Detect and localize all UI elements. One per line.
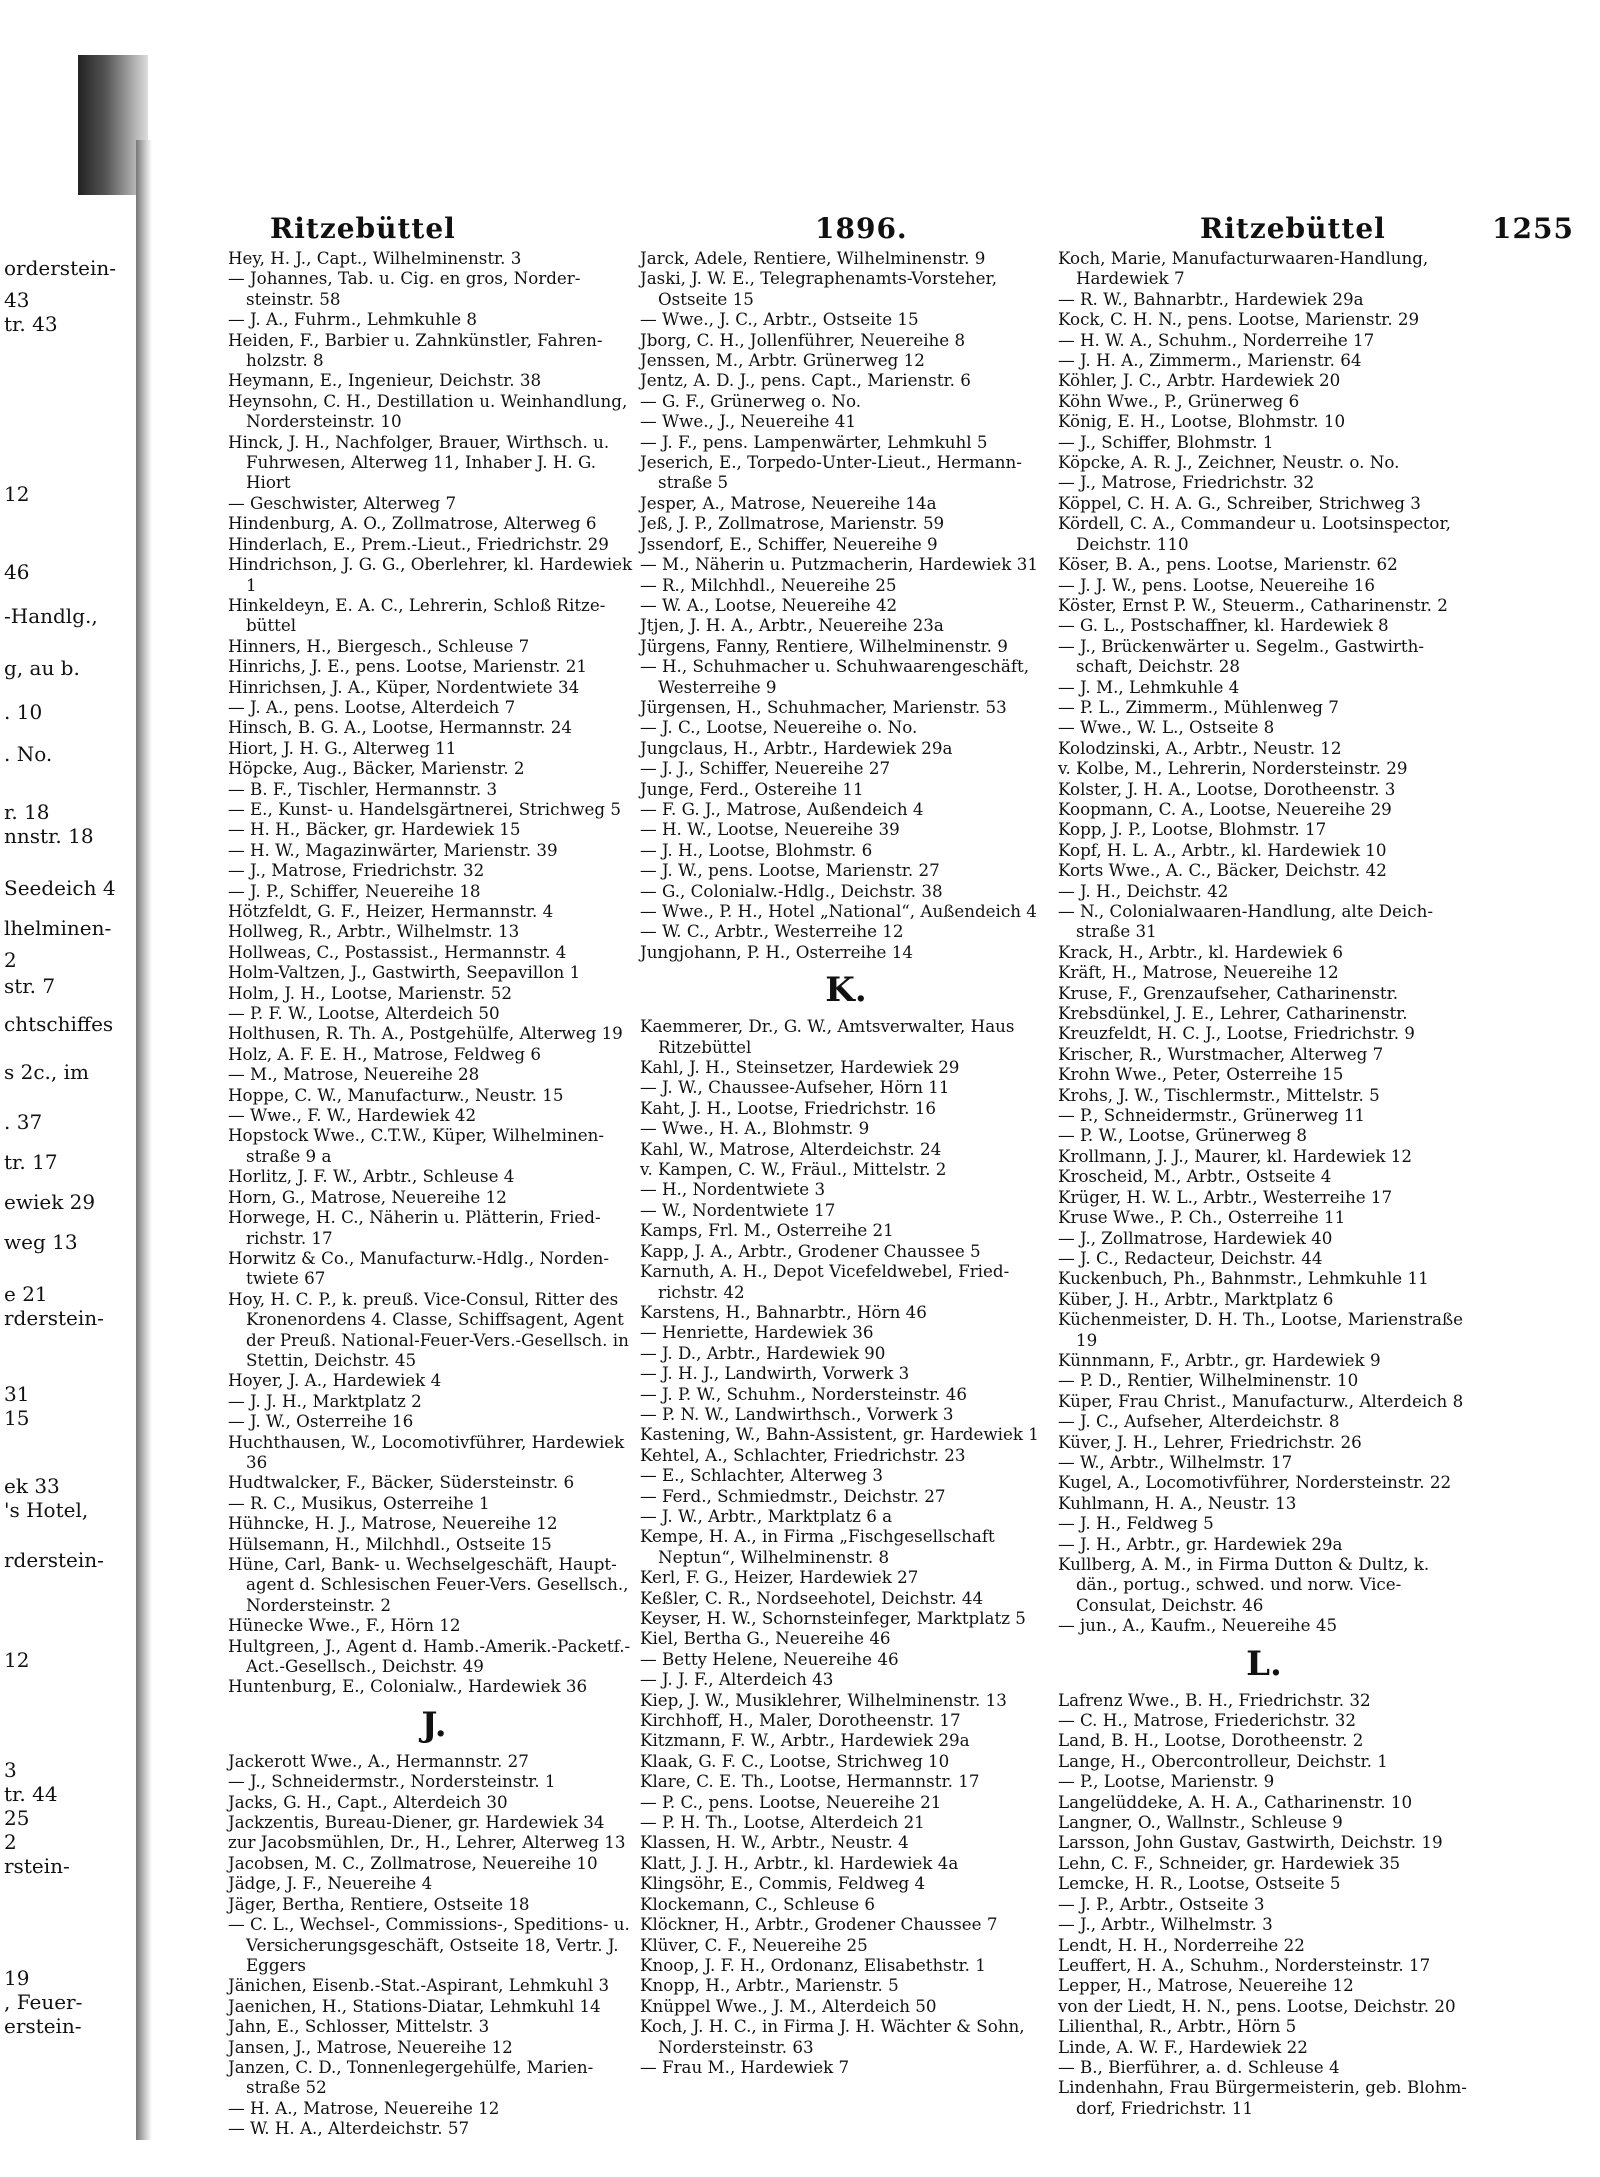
previous-page-fragment [0, 55, 140, 2155]
directory-entry: Langelüddeke, A. H. A., Catharinenstr. 10 [1058, 1791, 1413, 1812]
directory-entry: Klöckner, H., Arbtr., Grodener Chaussee 7 [640, 1914, 998, 1935]
directory-entry: Hühncke, H. J., Matrose, Neuereihe 12 [228, 1513, 558, 1534]
directory-entry: Krollmann, J. J., Maurer, kl. Hardewiek 12 [1058, 1145, 1412, 1166]
directory-entry: Kroscheid, M., Arbtr., Ostseite 4 [1058, 1166, 1332, 1187]
directory-entry: Küper, Frau Christ., Manufacturw., Alterdeich 8 [1058, 1390, 1464, 1411]
directory-entry: Karstens, H., Bahnarbtr., Hörn 46 [640, 1301, 927, 1322]
directory-entry: Lange, H., Obercontrolleur, Deichstr. 1 [1058, 1750, 1388, 1771]
directory-entry: Kopp, J. P., Lootse, Blohmstr. 17 [1058, 819, 1327, 840]
directory-entry: Krack, H., Arbtr., kl. Hardewiek 6 [1058, 941, 1344, 962]
directory-entry: — B., Bierführer, a. d. Schleuse 4 [1058, 2056, 1340, 2077]
directory-entry: Köhn Wwe., P., Grünerweg 6 [1058, 390, 1300, 411]
directory-entry: Koch, J. H. C., in Firma J. H. Wächter & Sohn, Nordersteinstr. 63 [640, 2016, 1030, 2057]
directory-entry: Lafrenz Wwe., B. H., Friedrichstr. 32 [1058, 1689, 1371, 1710]
directory-entry: Köpcke, A. R. J., Zeichner, Neustr. o. No. [1058, 452, 1400, 473]
directory-entry: Krebsdünkel, J. E., Lehrer, Catharinenstr. [1058, 1003, 1408, 1024]
directory-entry: — J. J., Schiffer, Neuereihe 27 [640, 758, 891, 779]
directory-entry: Keyser, H. W., Schornsteinfeger, Marktplatz 5 [640, 1608, 1026, 1628]
directory-entry: — J., Zollmatrose, Hardewiek 40 [1058, 1227, 1333, 1248]
previous-page-text: 12 [4, 482, 30, 506]
header-year: 1896. [815, 212, 908, 245]
directory-entry: — R. W., Bahnarbtr., Hardewiek 29a [1058, 288, 1364, 309]
directory-entry: Horn, G., Matrose, Neuereihe 12 [228, 1186, 507, 1207]
section-letter: L. [1246, 1643, 1282, 1684]
directory-entry: Jenssen, M., Arbtr. Grünerweg 12 [640, 350, 925, 371]
directory-entry: Küber, J. H., Arbtr., Marktplatz 6 [1058, 1288, 1334, 1309]
directory-entry: — R., Milchhdl., Neuereihe 25 [640, 574, 897, 595]
directory-entry: — H. W. A., Schuhm., Norderreihe 17 [1058, 329, 1375, 350]
directory-entry: — J. F., pens. Lampenwärter, Lehmkuhl 5 [640, 431, 988, 452]
previous-page-text: weg 13 [4, 1230, 78, 1254]
directory-entry: Köster, Ernst P. W., Steuerm., Catharinenstr. 2 [1058, 594, 1448, 615]
directory-entry: Kolodzinski, A., Arbtr., Neustr. 12 [1058, 737, 1342, 758]
directory-entry: Hünecke Wwe., F., Hörn 12 [228, 1615, 461, 1636]
previous-page-text: str. 7 [4, 974, 56, 998]
directory-entry: — J., Matrose, Friedrichstr. 32 [1058, 472, 1315, 493]
directory-entry: Jürgens, Fanny, Rentiere, Wilhelminenstr. 9 [640, 635, 1008, 656]
previous-page-text: 's Hotel, [4, 1498, 89, 1522]
directory-entry: Lepper, H., Matrose, Neuereihe 12 [1058, 1975, 1354, 1996]
directory-entry: Krohn Wwe., Peter, Osterreihe 15 [1058, 1064, 1344, 1085]
directory-entry: Kerl, F. G., Heizer, Hardewiek 27 [640, 1567, 919, 1588]
directory-entry: Heiden, F., Barbier u. Zahnkünstler, Fahrenholzstr. 8 [228, 329, 603, 371]
previous-page-text: tr. 17 [4, 1150, 58, 1174]
directory-entry: Holthusen, R. Th. A., Postgehülfe, Alterweg 19 [228, 1023, 623, 1044]
directory-entry: — J. C., Aufseher, Alterdeichstr. 8 [1058, 1411, 1340, 1432]
directory-entry: Krüger, H. W. L., Arbtr., Westerreihe 17 [1058, 1186, 1393, 1207]
directory-entry: Klingsöhr, E., Commis, Feldweg 4 [640, 1873, 926, 1894]
previous-page-text: 31 [4, 1382, 30, 1406]
directory-entry: Jäger, Bertha, Rentiere, Ostseite 18 [228, 1893, 530, 1914]
directory-entry: Hollweas, C., Postassist., Hermannstr. 4 [228, 941, 567, 962]
previous-page-text: 3 [4, 1758, 17, 1782]
previous-page-text: rderstein- [4, 1306, 104, 1330]
directory-entry: Knüppel Wwe., J. M., Alterdeich 50 [640, 1995, 937, 2016]
directory-entry: Jädge, J. F., Neuereihe 4 [228, 1873, 433, 1894]
directory-entry: — J. D., Arbtr., Hardewiek 90 [640, 1342, 886, 1363]
previous-page-text: 2 [4, 948, 17, 972]
previous-page-text: 46 [4, 560, 30, 584]
directory-entry: Hinderlach, E., Prem.-Lieut., Friedrichstr. 29 [228, 533, 609, 554]
directory-entry: Jacobsen, M. C., Zollmatrose, Neuereihe 10 [228, 1852, 598, 1873]
directory-entry: v. Kolbe, M., Lehrerin, Nordersteinstr. 29 [1058, 758, 1408, 779]
directory-entry: Heynsohn, C. H., Destillation u. Weinhandlung, Nordersteinstr. 10 [228, 390, 633, 432]
directory-entry: Klassen, H. W., Arbtr., Neustr. 4 [640, 1832, 909, 1853]
directory-entry: Klüver, C. F., Neuereihe 25 [640, 1934, 868, 1955]
directory-entry: Janzen, C. D., Tonnenlegergehülfe, Marienstraße 52 [228, 2056, 594, 2098]
directory-entry: Kiel, Bertha G., Neuereihe 46 [640, 1628, 891, 1649]
previous-page-text: r. 18 [4, 800, 50, 824]
directory-entry: — J., Matrose, Friedrichstr. 32 [228, 860, 485, 881]
directory-entry: — P. D., Rentier, Wilhelminenstr. 10 [1058, 1370, 1359, 1391]
directory-entry: Horwitz & Co., Manufacturw.-Hdlg., Nordentwiete 67 [228, 1247, 610, 1289]
directory-entry: — Frau M., Hardewiek 7 [640, 2056, 850, 2077]
directory-entry: Hollweg, R., Arbtr., Wilhelmstr. 13 [228, 921, 520, 942]
directory-entry: — P., Schneidermstr., Grünerweg 11 [1058, 1105, 1365, 1126]
directory-entry: zur Jacobsmühlen, Dr., H., Lehrer, Alterweg 13 [228, 1832, 626, 1853]
directory-entry: Jansen, J., Matrose, Neuereihe 12 [228, 2036, 513, 2057]
directory-entry: Holm-Valtzen, J., Gastwirth, Seepavillon 1 [228, 962, 581, 983]
directory-entry: Korts Wwe., A. C., Bäcker, Deichstr. 42 [1058, 860, 1387, 881]
directory-entry: Köhler, J. C., Arbtr. Hardewiek 20 [1058, 370, 1341, 391]
directory-entry: Hopstock Wwe., C.T.W., Küper, Wilhelminenstraße 9 a [228, 1125, 605, 1166]
previous-page-text: . 10 [4, 700, 43, 724]
page-number: 1255 [1492, 212, 1574, 245]
directory-entry: — P., Lootse, Marienstr. 9 [1058, 1771, 1275, 1792]
directory-entry: — W. C., Arbtr., Westerreihe 12 [640, 921, 904, 942]
directory-entry: Kopf, H. L. A., Arbtr., kl. Hardewiek 10 [1058, 839, 1387, 860]
directory-entry: — J. M., Lehmkuhle 4 [1058, 676, 1240, 697]
directory-entry: Larsson, John Gustav, Gastwirth, Deichstr. 19 [1058, 1832, 1443, 1853]
directory-entry: Hoyer, J. A., Hardewiek 4 [228, 1370, 442, 1391]
directory-entry: Kullberg, A. M., in Firma Dutton & Dultz, k. dän., portug., schwed. und norw. Vice-Consulat, Deichstr. 46 [1058, 1554, 1435, 1615]
directory-entry: Hindrichson, J. G. G., Oberlehrer, kl. Hardewiek 1 [228, 554, 638, 595]
directory-entry: Jackzentis, Bureau-Diener, gr. Hardewiek 34 [228, 1812, 605, 1833]
directory-entry: — P. C., pens. Lootse, Neuereihe 21 [640, 1791, 942, 1812]
directory-entry: Jentz, A. D. J., pens. Capt., Marienstr. 6 [640, 370, 971, 391]
directory-entry: — P. N. W., Landwirthsch., Vorwerk 3 [640, 1403, 954, 1424]
directory-entry: Kastening, W., Bahn-Assistent, gr. Hardewiek 1 [640, 1424, 1039, 1445]
previous-page-text: e 21 [4, 1282, 48, 1306]
previous-page-text: chtschiffes [4, 1012, 114, 1036]
directory-entry: Klaak, G. F. C., Lootse, Strichweg 10 [640, 1750, 950, 1771]
directory-entry: Jssendorf, E., Schiffer, Neuereihe 9 [640, 533, 938, 554]
directory-column-3 [1058, 248, 1470, 2118]
directory-column-1 [228, 248, 640, 2139]
directory-entry: Hoppe, C. W., Manufacturw., Neustr. 15 [228, 1084, 564, 1105]
directory-entry: — Johannes, Tab. u. Cig. en gros, Nordersteinstr. 58 [228, 268, 581, 309]
page-header [230, 212, 1574, 248]
directory-entry: Horlitz, J. F. W., Arbtr., Schleuse 4 [228, 1166, 515, 1187]
directory-entry: — J. W., pens. Lootse, Marienstr. 27 [640, 860, 940, 881]
directory-entry: — J. W., Osterreihe 16 [228, 1411, 414, 1432]
directory-entry: Küchenmeister, D. H. Th., Lootse, Marienstraße 19 [1058, 1309, 1469, 1350]
directory-entry: — C. H., Matrose, Friederichstr. 32 [1058, 1710, 1357, 1731]
directory-entry: Hinkeldeyn, E. A. C., Lehrerin, Schloß Ritzebüttel [228, 594, 606, 636]
directory-entry: — G. L., Postschaffner, kl. Hardewiek 8 [1058, 615, 1389, 636]
directory-entry: — Wwe., P. H., Hotel „National“, Außendeich 4 [640, 901, 1037, 921]
directory-entry: Kock, C. H. N., pens. Lootse, Marienstr. 29 [1058, 309, 1420, 330]
directory-entry: König, E. H., Lootse, Blohmstr. 10 [1058, 411, 1346, 432]
previous-page-text: . 37 [4, 1110, 43, 1134]
directory-entry: Kaemmerer, Dr., G. W., Amtsverwalter, Haus Ritzebüttel [640, 1016, 1020, 1057]
directory-entry: — Wwe., H. A., Blohmstr. 9 [640, 1118, 870, 1139]
directory-entry: Keßler, C. R., Nordseehotel, Deichstr. 44 [640, 1587, 984, 1608]
directory-entry: Kördell, C. A., Commandeur u. Lootsinspector, Deichstr. 110 [1058, 513, 1457, 554]
directory-entry: Hoy, H. C. P., k. preuß. Vice-Consul, Ritter des Kronenordens 4. Classe, Schiffsagent, Agent der Preuß. National-Feuer-Vers.-Gesellsch. in Stettin, Deichstr. 45 [228, 1288, 635, 1370]
directory-entry: — J. H., Lootse, Blohmstr. 6 [640, 839, 873, 860]
directory-entry: — M., Näherin u. Putzmacherin, Hardewiek 31 [640, 554, 1038, 575]
directory-entry: — M., Matrose, Neuereihe 28 [228, 1064, 480, 1085]
previous-page-text: rstein- [4, 1854, 70, 1878]
directory-entry: Kruse, F., Grenzaufseher, Catharinenstr. [1058, 982, 1399, 1003]
directory-entry: Kaht, J. H., Lootse, Friedrichstr. 16 [640, 1097, 936, 1118]
directory-entry: Kempe, H. A., in Firma „Fischgesellschaft Neptun“, Wilhelminenstr. 8 [640, 1526, 1001, 1567]
directory-entry: Jackerott Wwe., A., Hermannstr. 27 [228, 1750, 529, 1771]
directory-entry: — W. H. A., Alterdeichstr. 57 [228, 2118, 470, 2139]
directory-entry: Jürgensen, H., Schuhmacher, Marienstr. 53 [640, 696, 1007, 717]
directory-entry: — J. J. H., Marktplatz 2 [228, 1390, 422, 1411]
directory-entry: Lilienthal, R., Arbtr., Hörn 5 [1058, 2016, 1297, 2037]
directory-entry: — Ferd., Schmiedmstr., Deichstr. 27 [640, 1485, 946, 1506]
directory-entry: — J. H., Feldweg 5 [1058, 1513, 1214, 1534]
previous-page-text: 25 [4, 1806, 30, 1830]
directory-entry: Langner, O., Wallnstr., Schleuse 9 [1058, 1812, 1343, 1833]
directory-entry: Jahn, E., Schlosser, Mittelstr. 3 [228, 2016, 490, 2037]
directory-entry: — J., Schiffer, Blohmstr. 1 [1058, 431, 1274, 452]
directory-entry: Knopp, H., Arbtr., Marienstr. 5 [640, 1975, 899, 1996]
directory-entry: Knoop, J. F. H., Ordonanz, Elisabethstr. 1 [640, 1954, 986, 1975]
directory-entry: — W., Arbtr., Wilhelmstr. 17 [1058, 1451, 1293, 1472]
directory-entry: Koopmann, C. A., Lootse, Neuereihe 29 [1058, 798, 1392, 819]
directory-entry: Kräft, H., Matrose, Neuereihe 12 [1058, 962, 1339, 983]
directory-entry: Kamps, Frl. M., Osterreihe 21 [640, 1220, 894, 1241]
directory-entry: Klockemann, C., Schleuse 6 [640, 1893, 875, 1914]
directory-entry: Künnmann, F., Arbtr., gr. Hardewiek 9 [1058, 1349, 1381, 1370]
directory-entry: Kiep, J. W., Musiklehrer, Wilhelminenstr. 13 [640, 1689, 1007, 1710]
directory-entry: Jesper, A., Matrose, Neuereihe 14a [640, 492, 937, 513]
directory-entry: Kuckenbuch, Ph., Bahnmstr., Lehmkuhle 11 [1058, 1268, 1429, 1289]
directory-entry: Koch, Marie, Manufacturwaaren-Handlung, Hardewiek 7 [1058, 248, 1434, 289]
directory-entry: — H. W., Lootse, Neuereihe 39 [640, 819, 900, 840]
directory-entry: v. Kampen, C. W., Fräul., Mittelstr. 2 [640, 1159, 947, 1180]
directory-entry: Küver, J. H., Lehrer, Friedrichstr. 26 [1058, 1431, 1362, 1452]
directory-entry: — J. C., Lootse, Neuereihe o. No. [640, 717, 918, 738]
directory-entry: — H. H., Bäcker, gr. Hardewiek 15 [228, 819, 521, 840]
previous-page-text: erstein- [4, 2014, 82, 2038]
directory-entry: Hiort, J. H. G., Alterweg 11 [228, 737, 457, 758]
directory-entry: — H., Schuhmacher u. Schuhwaarengeschäft, Westerreihe 9 [640, 656, 1035, 697]
directory-entry: Lehn, C. F., Schneider, gr. Hardewiek 35 [1058, 1852, 1401, 1873]
directory-entry: — N., Colonialwaaren-Handlung, alte Deichstraße 31 [1058, 901, 1433, 942]
directory-entry: — P. H. Th., Lootse, Alterdeich 21 [640, 1812, 925, 1833]
directory-entry: — B. F., Tischler, Hermannstr. 3 [228, 778, 498, 799]
directory-entry: Karnuth, A. H., Depot Vicefeldwebel, Friedrichstr. 42 [640, 1261, 1010, 1302]
directory-entry: — Henriette, Hardewiek 36 [640, 1322, 874, 1343]
directory-entry: Jaski, J. W. E., Telegraphenamts-Vorsteher, Ostseite 15 [640, 268, 1003, 309]
directory-entry: Kitzmann, F. W., Arbtr., Hardewiek 29a [640, 1730, 970, 1751]
directory-entry: — H. A., Matrose, Neuereihe 12 [228, 2097, 500, 2118]
directory-entry: Jarck, Adele, Rentiere, Wilhelminenstr. 9 [640, 248, 986, 268]
directory-entry: Kolster, J. H. A., Lootse, Dorotheenstr. 3 [1058, 778, 1396, 799]
directory-entry: — Wwe., J. C., Arbtr., Ostseite 15 [640, 309, 919, 330]
directory-entry: Kahl, J. H., Steinsetzer, Hardewiek 29 [640, 1057, 960, 1078]
directory-entry: — J. H. J., Landwirth, Vorwerk 3 [640, 1363, 910, 1384]
section-letter: J. [421, 1704, 447, 1745]
directory-entry: — E., Schlachter, Alterweg 3 [640, 1465, 884, 1486]
directory-entry: Krischer, R., Wurstmacher, Alterweg 7 [1058, 1043, 1384, 1064]
directory-entry: Lindenhahn, Frau Bürgermeisterin, geb. Blohmdorf, Friedrichstr. 11 [1058, 2077, 1467, 2118]
directory-entry: Krohs, J. W., Tischlermstr., Mittelstr. 5 [1058, 1084, 1380, 1105]
directory-entry: Hinrichs, J. E., pens. Lootse, Marienstr. 21 [228, 656, 587, 677]
directory-entry: Hey, H. J., Capt., Wilhelminenstr. 3 [228, 248, 522, 268]
directory-entry: — J. P., Schiffer, Neuereihe 18 [228, 880, 481, 901]
previous-page-text: -Handlg., [4, 604, 98, 628]
book-spine [136, 140, 152, 2140]
directory-entry: — J. J. F., Alterdeich 43 [640, 1669, 834, 1690]
directory-entry: Linde, A. W. F., Hardewiek 22 [1058, 2036, 1308, 2057]
previous-page-text: g, au b. [4, 656, 80, 680]
directory-entry: Jborg, C. H., Jollenführer, Neuereihe 8 [640, 329, 966, 350]
directory-entry: Hinners, H., Biergesch., Schleuse 7 [228, 635, 530, 656]
directory-entry: — H., Nordentwiete 3 [640, 1179, 826, 1200]
directory-entry: Hinsch, B. G. A., Lootse, Hermannstr. 24 [228, 717, 572, 738]
previous-page-text: 43 [4, 288, 30, 312]
previous-page-text: 15 [4, 1406, 30, 1430]
directory-entry: Hinrichsen, J. A., Küper, Nordentwiete 34 [228, 676, 580, 697]
previous-page-text: 2 [4, 1830, 17, 1854]
header-left-title: Ritzebüttel [270, 212, 456, 245]
directory-entry: Jeß, J. P., Zollmatrose, Marienstr. 59 [640, 513, 945, 534]
directory-entry: — P. F. W., Lootse, Alterdeich 50 [228, 1003, 500, 1024]
directory-entry: Jacks, G. H., Capt., Alterdeich 30 [228, 1791, 508, 1812]
directory-entry: Horwege, H. C., Näherin u. Plätterin, Friedrichstr. 17 [228, 1207, 601, 1248]
previous-page-text: tr. 44 [4, 1782, 58, 1806]
directory-entry: Köppel, C. H. A. G., Schreiber, Strichweg 3 [1058, 492, 1421, 513]
previous-page-text: . No. [4, 742, 53, 766]
directory-entry: Lendt, H. H., Norderreihe 22 [1058, 1934, 1305, 1955]
directory-entry: — J., Brückenwärter u. Segelm., Gastwirthschaft, Deichstr. 28 [1058, 635, 1424, 677]
directory-entry: — J., Arbtr., Wilhelmstr. 3 [1058, 1914, 1273, 1935]
directory-entry: — jun., A., Kaufm., Neuereihe 45 [1058, 1615, 1338, 1636]
directory-column-2 [640, 248, 1052, 2077]
directory-entry: Hüne, Carl, Bank- u. Wechselgeschäft, Hauptagent d. Schlesischen Feuer-Vers. Gesellsch., Nordersteinstr. 2 [228, 1554, 634, 1615]
directory-entry: — E., Kunst- u. Handelsgärtnerei, Strichweg 5 [228, 798, 622, 819]
directory-entry: — F. G. J., Matrose, Außendeich 4 [640, 798, 924, 819]
directory-entry: Hülsemann, H., Milchhdl., Ostseite 15 [228, 1533, 552, 1554]
directory-entry: Klatt, J. J. H., Arbtr., kl. Hardewiek 4a [640, 1852, 959, 1873]
directory-entry: von der Liedt, H. N., pens. Lootse, Deichstr. 20 [1058, 1995, 1456, 2016]
directory-entry: — R. C., Musikus, Osterreihe 1 [228, 1492, 490, 1513]
directory-entry: Jtjen, J. H. A., Arbtr., Neuereihe 23a [640, 615, 944, 636]
directory-entry: — J. H., Deichstr. 42 [1058, 880, 1229, 901]
directory-entry: Kirchhoff, H., Maler, Dorotheenstr. 17 [640, 1710, 961, 1731]
directory-entry: Jänichen, Eisenb.-Stat.-Aspirant, Lehmkuhl 3 [228, 1975, 610, 1996]
directory-entry: Huntenburg, E., Colonialw., Hardewiek 36 [228, 1676, 588, 1697]
directory-entry: — J. A., Fuhrm., Lehmkuhle 8 [228, 309, 478, 330]
directory-entry: — W. A., Lootse, Neuereihe 42 [640, 594, 898, 615]
directory-entry: — J. W., Arbtr., Marktplatz 6 a [640, 1505, 893, 1526]
directory-entry: — J. P. W., Schuhm., Nordersteinstr. 46 [640, 1383, 967, 1404]
directory-entry: Kahl, W., Matrose, Alterdeichstr. 24 [640, 1138, 942, 1159]
directory-entry: Jungjohann, P. H., Osterreihe 14 [640, 941, 913, 962]
directory-entry: — J. C., Redacteur, Deichstr. 44 [1058, 1247, 1323, 1268]
directory-entry: — C. L., Wechsel-, Commissions-, Speditions- u. Versicherungsgeschäft, Ostseite 18, Vertr. J. Eggers [228, 1914, 636, 1975]
header-right-title: Ritzebüttel [1200, 212, 1386, 245]
directory-entry: Kreuzfeldt, H. C. J., Lootse, Friedrichstr. 9 [1058, 1023, 1415, 1044]
directory-entry: Hindenburg, A. O., Zollmatrose, Alterweg 6 [228, 513, 597, 534]
directory-entry: — P. L., Zimmerm., Mühlenweg 7 [1058, 696, 1339, 717]
directory-entry: Huchthausen, W., Locomotivführer, Hardewiek 36 [228, 1431, 630, 1472]
directory-entry: Kehtel, A., Schlachter, Friedrichstr. 23 [640, 1444, 966, 1465]
directory-entry: Klare, C. E. Th., Lootse, Hermannstr. 17 [640, 1771, 980, 1792]
directory-entry: Köser, B. A., pens. Lootse, Marienstr. 62 [1058, 554, 1398, 575]
directory-entry: — J. H. A., Zimmerm., Marienstr. 64 [1058, 350, 1362, 371]
previous-page-text: 12 [4, 1648, 30, 1672]
previous-page-text: lhelminen- [4, 916, 112, 940]
directory-entry: — J. P., Arbtr., Ostseite 3 [1058, 1893, 1265, 1914]
directory-entry: Kapp, J. A., Arbtr., Grodener Chaussee 5 [640, 1240, 981, 1261]
previous-page-text: ewiek 29 [4, 1190, 96, 1214]
directory-entry: — Betty Helene, Neuereihe 46 [640, 1648, 899, 1669]
previous-page-text: orderstein- [4, 256, 116, 280]
previous-page-text: rderstein- [4, 1548, 104, 1572]
directory-entry: — J. H., Arbtr., gr. Hardewiek 29a [1058, 1533, 1343, 1554]
directory-entry: Lemcke, H. R., Lootse, Ostseite 5 [1058, 1873, 1341, 1894]
directory-entry: Junge, Ferd., Ostereihe 11 [640, 778, 864, 799]
directory-entry: — P. W., Lootse, Grünerweg 8 [1058, 1125, 1307, 1146]
directory-entry: — J. A., pens. Lootse, Alterdeich 7 [228, 696, 516, 717]
directory-entry: Hultgreen, J., Agent d. Hamb.-Amerik.-Packetf.-Act.-Gesellsch., Deichstr. 49 [228, 1635, 631, 1677]
section-letter: K. [825, 970, 867, 1011]
previous-page-text: s 2c., im [4, 1060, 89, 1084]
directory-entry: Holz, A. F. E. H., Matrose, Feldweg 6 [228, 1043, 541, 1064]
directory-entry: Kugel, A., Locomotivführer, Nordersteinstr. 22 [1058, 1472, 1452, 1493]
directory-entry: Höpcke, Aug., Bäcker, Marienstr. 2 [228, 758, 525, 779]
previous-page-text: , Feuer- [4, 1990, 83, 2014]
directory-entry: Kuhlmann, H. A., Neustr. 13 [1058, 1492, 1297, 1513]
directory-entry: — Wwe., J., Neuereihe 41 [640, 411, 856, 432]
directory-entry: — Wwe., W. L., Ostseite 8 [1058, 717, 1275, 738]
directory-entry: Leuffert, H. A., Schuhm., Nordersteinstr. 17 [1058, 1954, 1431, 1975]
directory-entry: — H. W., Magazinwärter, Marienstr. 39 [228, 839, 558, 860]
directory-entry: Jaenichen, H., Stations-Diatar, Lehmkuhl 14 [228, 1995, 601, 2016]
directory-entry: Kruse Wwe., P. Ch., Osterreihe 11 [1058, 1207, 1346, 1228]
directory-entry: Hudtwalcker, F., Bäcker, Südersteinstr. 6 [228, 1472, 575, 1493]
directory-entry: — J., Schneidermstr., Nordersteinstr. 1 [228, 1771, 556, 1792]
previous-page-text: Seedeich 4 [4, 876, 116, 900]
directory-entry: — G. F., Grünerweg o. No. [640, 390, 862, 411]
directory-entry: Jungclaus, H., Arbtr., Hardewiek 29a [640, 737, 953, 758]
directory-entry: — G., Colonialw.-Hdlg., Deichstr. 38 [640, 880, 943, 901]
directory-entry: — Wwe., F. W., Hardewiek 42 [228, 1105, 477, 1126]
directory-entry: Jeserich, E., Torpedo-Unter-Lieut., Hermannstraße 5 [640, 452, 1022, 493]
directory-entry: — J. W., Chaussee-Aufseher, Hörn 11 [640, 1077, 950, 1098]
previous-page-text: tr. 43 [4, 312, 58, 336]
directory-entry: Holm, J. H., Lootse, Marienstr. 52 [228, 982, 512, 1003]
directory-entry: — J. J. W., pens. Lootse, Neuereihe 16 [1058, 574, 1376, 595]
directory-entry: Heymann, E., Ingenieur, Deichstr. 38 [228, 370, 542, 391]
previous-page-text: 19 [4, 1966, 30, 1990]
directory-entry: — Geschwister, Alterweg 7 [228, 492, 457, 513]
previous-page-text: ek 33 [4, 1474, 60, 1498]
directory-entry: Land, B. H., Lootse, Dorotheenstr. 2 [1058, 1730, 1364, 1751]
directory-entry: Hinck, J. H., Nachfolger, Brauer, Wirthsch. u. Fuhrwesen, Alterweg 11, Inhaber J. H. G. Hiort [228, 431, 615, 493]
directory-entry: — W., Nordentwiete 17 [640, 1199, 836, 1220]
directory-entry: Hötzfeldt, G. F., Heizer, Hermannstr. 4 [228, 901, 554, 921]
previous-page-text: nnstr. 18 [4, 824, 94, 848]
